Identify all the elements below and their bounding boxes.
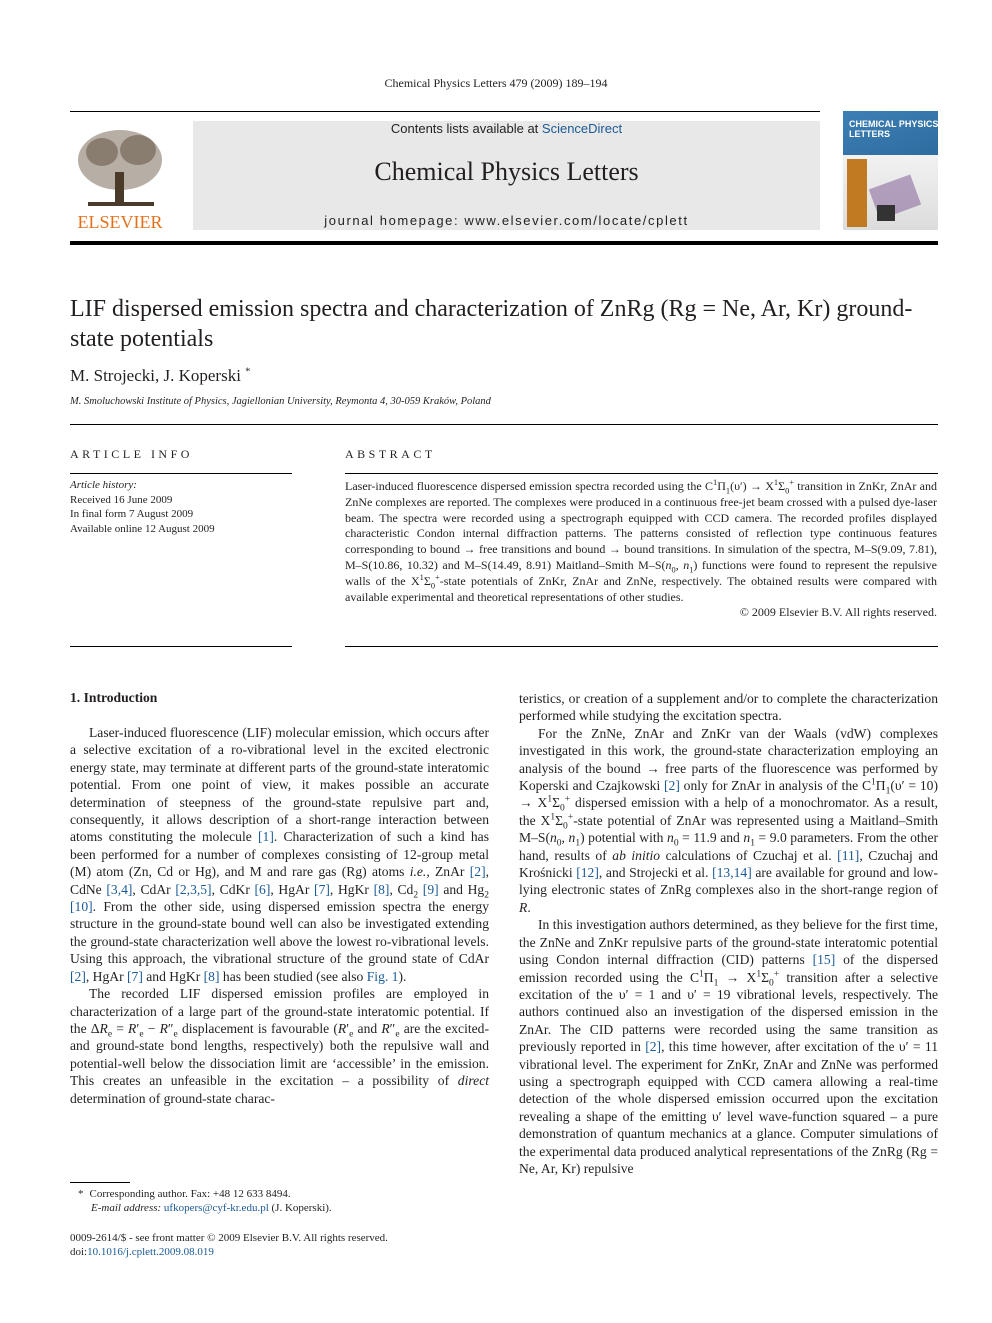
authors — [70, 366, 250, 386]
email-footnote: E-mail address: ufkopers@cyf-kr.edu.pl (J. Koperski). — [91, 1202, 332, 1215]
journal-reference: Chemical Physics Letters 479 (2009) 189–194 — [384, 76, 608, 90]
paragraph: For the ZnNe, ZnAr and ZnKr van der Waals (vdW) complexes investigated in this work, the ground-state characterization employing an analysis of the bound → free parts of the fluorescence was performed by Koperski and Czajkowski [2] only for ZnAr in analysis of the $C^1\Pi_1(\upsilon' = 10) \to X^1\Sigma_0^+$ dispersed emission with a help of a monochromator. As a result, the $X^1\Sigma_0^+$-state potential of ZnAr was represented using a Maitland–Smith $M-S(n_0$, $n_1$) potential with $n_0 = 11.9$ and $n_1 = 9.0$ parameters. From the other hand, results of ab initio calculations of Czuchaj et al. [11], Czuchaj and Krośnicki [12], and Strojecki et al. [13,14] are available for ground and low-lying electronic states of ZnRg complexes also in the short-range region of R. — [519, 725, 939, 915]
paragraph: teristics, or creation of a supplement and/or to complete the characterization performed while studying the excitation spectra. — [519, 691, 938, 724]
journal-cover — [843, 111, 938, 230]
footnotes — [70, 1187, 489, 1216]
publication-info — [70, 1231, 670, 1260]
footnote-rule — [70, 1182, 130, 1183]
article-info-rule — [70, 473, 292, 474]
affiliation-rule — [70, 424, 938, 425]
received-date: Received 16 June 2009 — [70, 493, 173, 506]
corresponding-footnote: * Corresponding author. Fax: +48 12 633 8494. — [78, 1188, 291, 1200]
abstract-heading: ABSTRACT — [345, 447, 436, 461]
right-column — [519, 690, 938, 1177]
contents-prefix: Contents lists available at — [390, 121, 542, 136]
sciencedirect-link[interactable]: ScienceDirect — [541, 121, 623, 136]
abstract-bottom-rule — [345, 646, 938, 647]
paragraph: In this investigation authors determined, as they believe for the first time, the ZnNe and ZnKr repulsive parts of the ground-state interatomic potential using Condon internal diffraction (CID) patterns [15] of the dispersed emission recorded using the $C^1\Pi_1 \to X^1\Sigma_0^+$ transition after a selective excitation of the υ′ = 1 and υ′ = 19 vibrational levels, respectively. The authors continued also an investigation of the dispersed emission in the ZnAr. The CID patterns were recorded using the same transition as previously reported in [2], this time however, after excitation of the υ′ = 11 vibrational level. The experiment for ZnKr, ZnAr and ZnNe was performed using a spectrograph equipped with CCD camera allowing a real-time detection of the whole dispersed emission occurred upon the excitation revealing a shape of the emitting υ′ level wave-function squared – a pure demonstration of quantum mechanics at a glance. Computer simulations of the experimental data produced analytical representations of the ZnRg (Rg = Ne, Ar, Kr) repulsive — [519, 917, 938, 1176]
corresponding-mark: * — [245, 366, 251, 378]
affiliation: M. Smoluchowski Institute of Physics, Jagiellonian University, Reymonta 4, 30-059 Kraków, Poland — [70, 396, 491, 407]
article-info-bottom-rule — [70, 646, 292, 647]
doi-link[interactable]: 10.1016/j.cplett.2009.08.019 — [87, 1246, 214, 1259]
paragraph: Laser-induced fluorescence (LIF) molecular emission, which occurs after a selective excitation of a ro-vibrational level in the excited electronic energy state, may terminate at different parts of the ground-state interatomic potential. From one point of view, it makes possible an accurate determination of steepness of the ground-state repulsive part and, consequently, it allows description of a short-range interaction between atoms constituting the molecule [1]. Characterization of such a kind has been performed for a number of complexes consisting of 12-group metal (M) atom (Zn, Cd or Hg), and M and rare gas (Rg) atoms i.e., ZnAr [2], CdNe [3,4], CdAr [2,3,5], CdKr [6], HgAr [7], HgKr [8], $Cd_2$ [9] and $Hg_2$ [10]. From the other side, using dispersed emission spectra the energy structure in the ground-state bound well can also be investigated extending the ground-state characterization well above the lowest ro-vibrational levels. Using this approach, the vibrational structure of the ground state of CdAr [2], HgAr [7] and HgKr [8] has been studied (see also Fig. 1). — [70, 725, 490, 984]
paragraph: The recorded LIF dispersed emission profiles are employed in characterization of a large part of the ground-state interatomic potential. If the $\Delta R_e = R'_e - R''_e$ displacement is favourable ($R'_e$ and $R''_e$ are the excited- and ground-state bond lengths, respectively) both the repulsive wall and potential-well below the dissociation limit are ‘accessible’ in the emission. This creates an unfeasible in the excitation – a possibility of direct determination of ground-state charac- — [70, 986, 489, 1106]
article-title: LIF dispersed emission spectra and characterization of ZnRg (Rg = Ne, Ar, Kr) ground-state potentials — [70, 296, 913, 352]
left-column — [70, 724, 489, 1107]
email-link[interactable]: ufkopers@cyf-kr.edu.pl — [163, 1202, 269, 1215]
cover-title: CHEMICAL PHYSICS LETTERS — [849, 119, 938, 139]
header-rule — [70, 111, 820, 112]
abstract-body: Laser-induced fluorescence dispersed emission spectra recorded using the $C^1\Pi_1(\upsilon') \to X^1\Sigma_0^+$ transition in ZnKr, ZnAr and ZnNe complexes are reported. The complexes were produced in a continuous free-jet beam crossed with a pulsed dye-laser beam. The spectra were recorded using a spectrograph equipped with CCD camera. The recorded profiles displayed characteristic Condon internal diffraction patterns. The patterns consisted of reflection type continuous features corresponding to bound → free transitions and bound → bound transitions. In simulation of the spectra, M–S(9.09, 7.81), M–S(10.86, 10.32) and M–S(14.49, 8.91) Maitland–Smith $M-S(n_0$, $n_1$) functions were found to represent the repulsive walls of the $X^1\Sigma_0^+$-state potentials of ZnKr, ZnAr and ZnNe, respectively. The obtained results were compared with available experimental and theoretical representations of other studies. © 2009 Elsevier B.V. All rights reserved. — [345, 478, 938, 620]
section-title-introduction: 1. Introduction — [70, 690, 158, 705]
contents-line — [193, 121, 820, 136]
abstract-copyright: © 2009 Elsevier B.V. All rights reserved. — [739, 605, 937, 620]
online-date: Available online 12 August 2009 — [70, 522, 215, 535]
journal-name: Chemical Physics Letters — [374, 157, 639, 186]
issn-line: 0009-2614/$ - see front matter © 2009 Elsevier B.V. All rights reserved. — [70, 1232, 388, 1244]
final-form-date: In final form 7 August 2009 — [70, 508, 194, 520]
abstract-rule — [345, 473, 938, 474]
author-names: M. Strojecki, J. Koperski — [70, 366, 241, 385]
elsevier-logo — [70, 122, 171, 232]
article-history — [70, 478, 292, 536]
history-label: Article history: — [70, 479, 137, 491]
elsevier-wordmark: ELSEVIER — [77, 212, 163, 232]
journal-banner — [193, 121, 820, 230]
journal-homepage[interactable]: journal homepage: www.elsevier.com/locate/cplett — [324, 213, 689, 228]
header-thick-rule — [70, 241, 938, 245]
article-info-heading: ARTICLE INFO — [70, 447, 193, 461]
doi-line: doi:10.1016/j.cplett.2009.08.019 — [70, 1246, 214, 1259]
